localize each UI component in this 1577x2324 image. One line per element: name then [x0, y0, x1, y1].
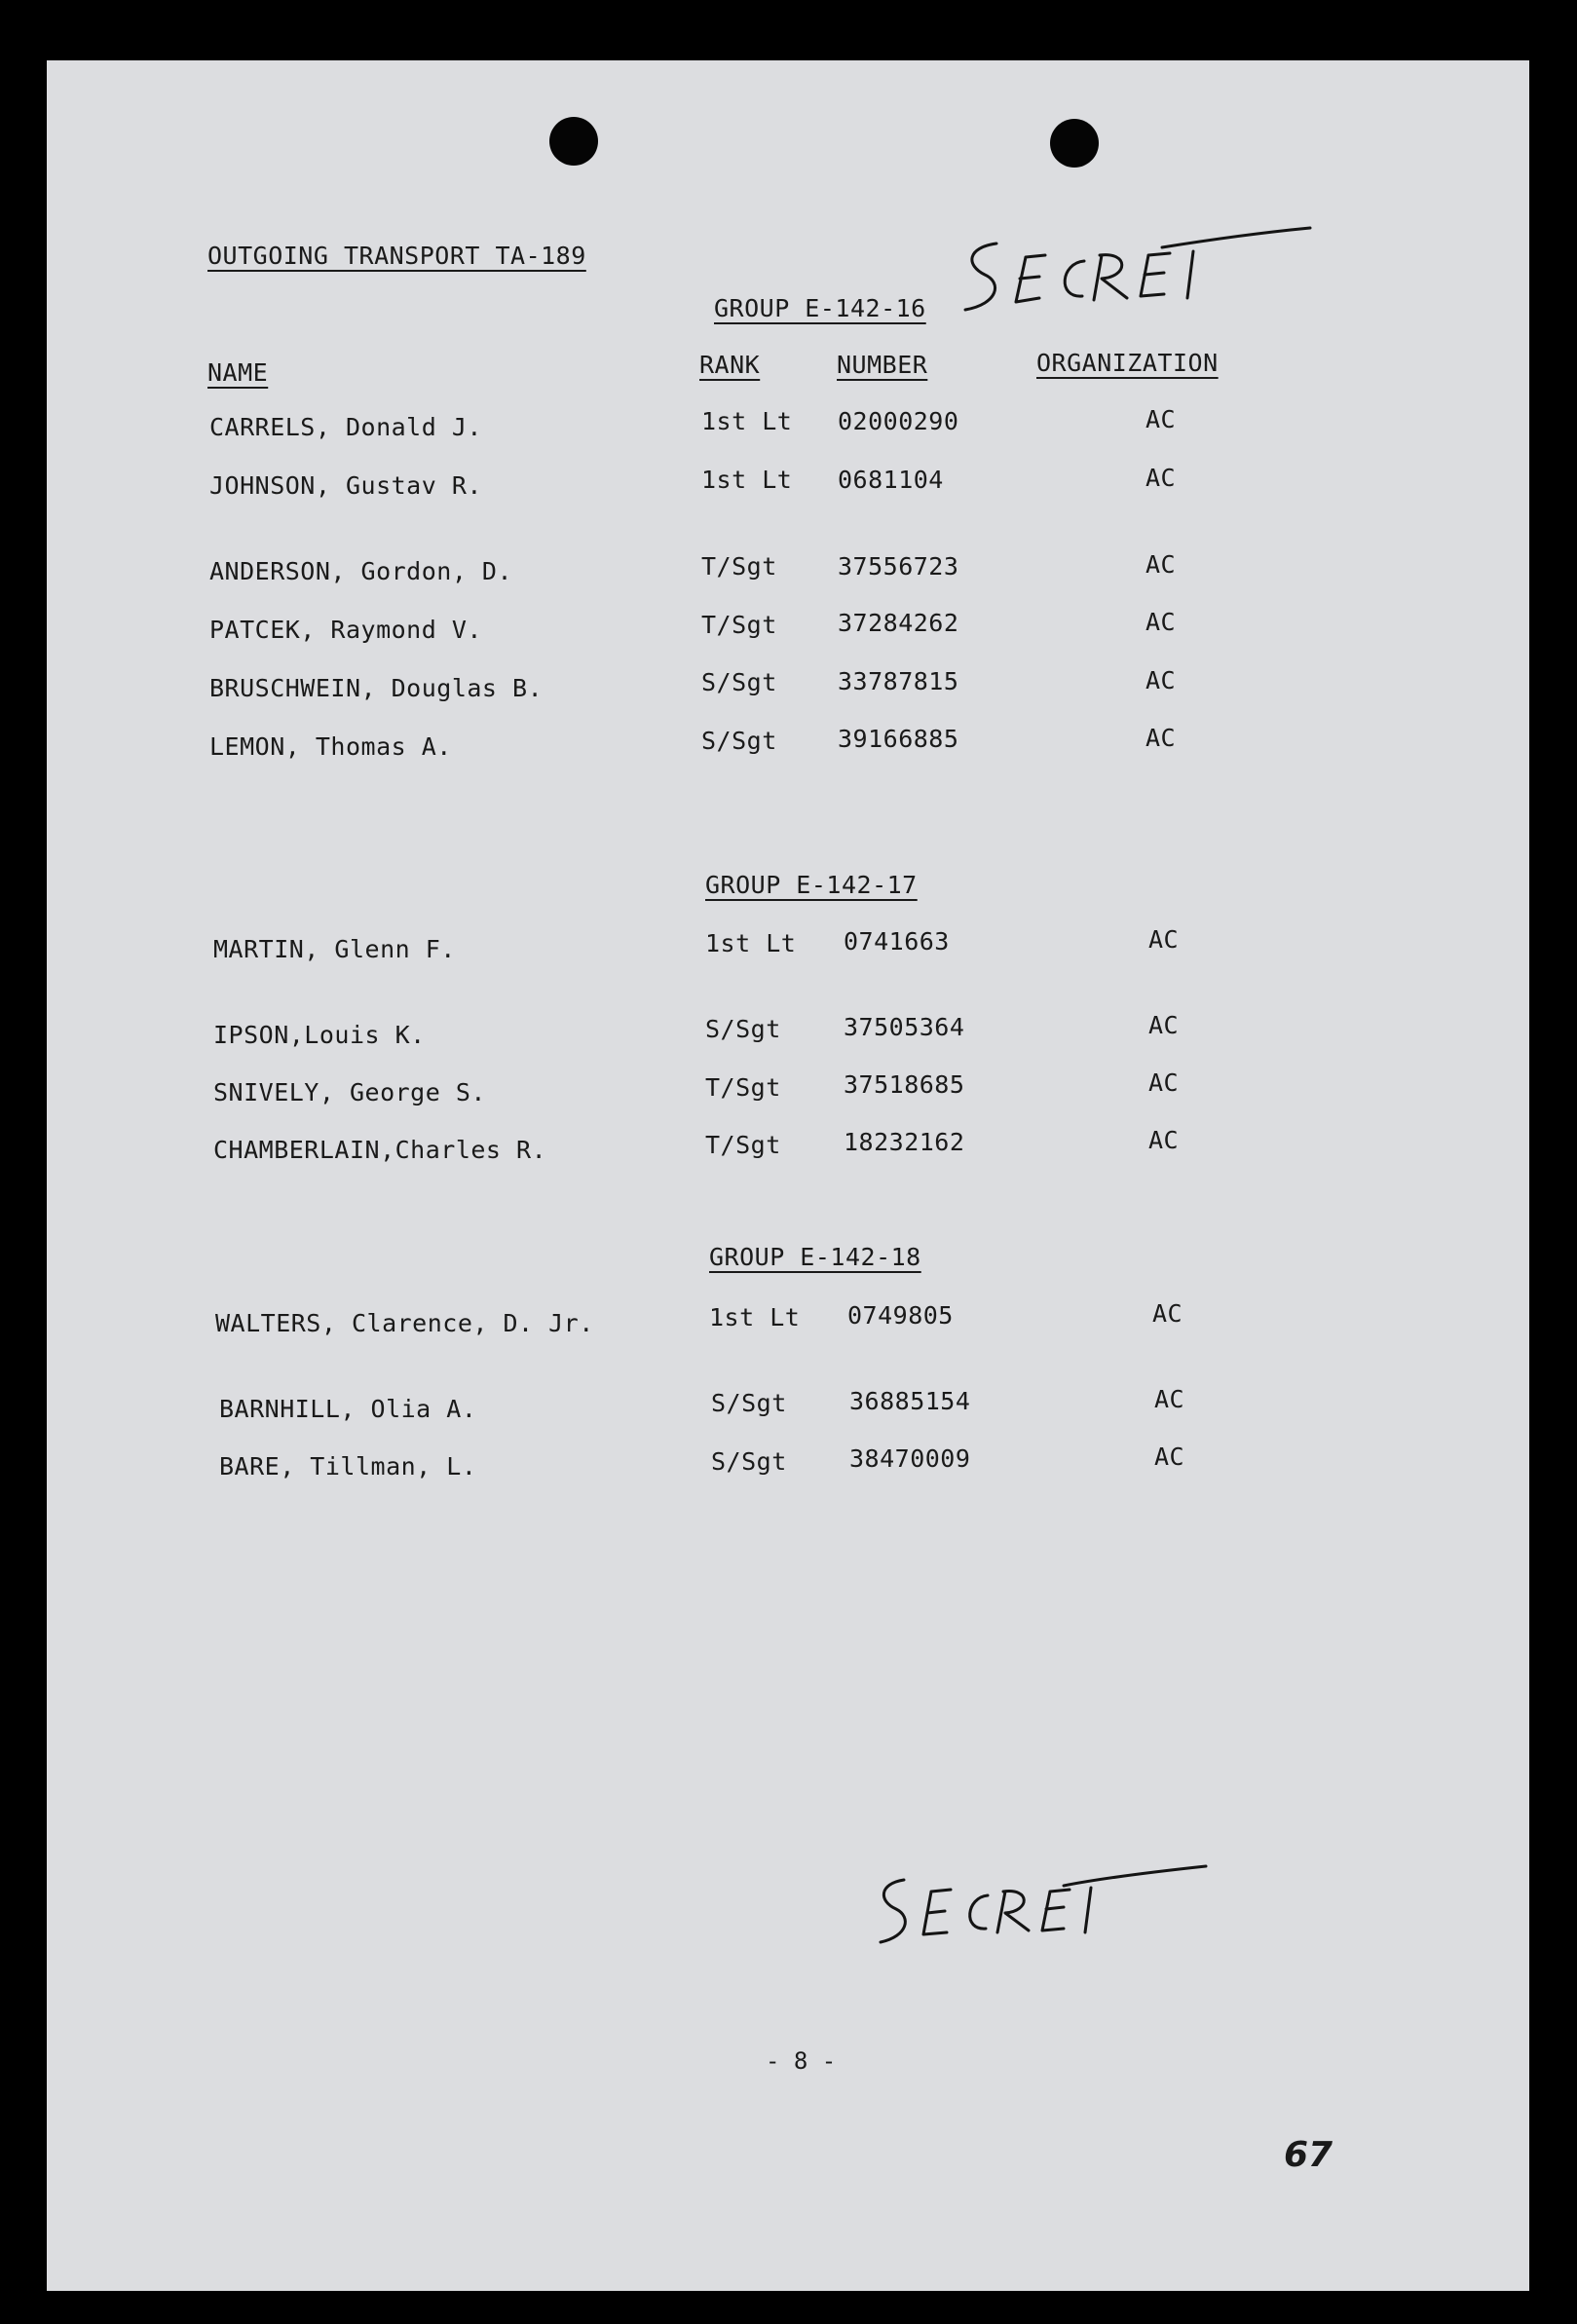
roster-number: 39166885 [838, 725, 959, 753]
document-page [47, 60, 1529, 2291]
roster-name: BARNHILL, Olia A. [219, 1395, 477, 1423]
roster-org: AC [1145, 464, 1177, 492]
roster-rank: T/Sgt [701, 611, 777, 639]
roster-rank: T/Sgt [705, 1131, 781, 1159]
roster-number: 0681104 [838, 466, 944, 494]
roster-name: CHAMBERLAIN,Charles R. [213, 1136, 547, 1164]
roster-name: PATCEK, Raymond V. [209, 616, 482, 644]
roster-rank: 1st Lt [709, 1303, 801, 1331]
punch-hole-right [1050, 119, 1099, 168]
column-header-rank: RANK [699, 351, 761, 379]
roster-name: CARRELS, Donald J. [209, 413, 482, 441]
roster-number: 0741663 [844, 927, 950, 956]
roster-org: AC [1148, 1011, 1180, 1039]
roster-name: WALTERS, Clarence, D. Jr. [215, 1309, 594, 1337]
roster-rank: 1st Lt [701, 466, 793, 494]
roster-number: 38470009 [849, 1444, 971, 1473]
roster-name: JOHNSON, Gustav R. [209, 471, 482, 500]
roster-name: BRUSCHWEIN, Douglas B. [209, 674, 544, 702]
roster-number: 37556723 [838, 552, 959, 581]
roster-org: AC [1145, 608, 1177, 636]
roster-org: AC [1154, 1443, 1185, 1471]
roster-name: LEMON, Thomas A. [209, 732, 452, 761]
column-header-organization: ORGANIZATION [1036, 349, 1219, 377]
roster-org: AC [1145, 550, 1177, 579]
roster-org: AC [1145, 666, 1177, 694]
roster-name: ANDERSON, Gordon, D. [209, 557, 513, 585]
roster-rank: S/Sgt [705, 1015, 781, 1043]
roster-org: AC [1145, 724, 1177, 752]
group-heading: GROUP E-142-16 [714, 294, 926, 322]
group-heading: GROUP E-142-17 [705, 871, 918, 899]
roster-number: 18232162 [844, 1128, 965, 1156]
roster-org: AC [1145, 405, 1177, 433]
document-title: OUTGOING TRANSPORT TA-189 [207, 242, 586, 270]
roster-name: BARE, Tillman, L. [219, 1452, 477, 1481]
roster-org: AC [1152, 1299, 1183, 1328]
roster-number: 37505364 [844, 1013, 965, 1041]
roster-rank: S/Sgt [701, 668, 777, 696]
roster-rank: T/Sgt [705, 1073, 781, 1102]
roster-name: MARTIN, Glenn F. [213, 935, 456, 963]
roster-name: IPSON,Louis K. [213, 1021, 426, 1049]
roster-rank: T/Sgt [701, 552, 777, 581]
roster-org: AC [1148, 1126, 1180, 1154]
folio-number: 67 [1284, 2135, 1333, 2175]
roster-number: 37518685 [844, 1070, 965, 1099]
column-header-number: NUMBER [837, 351, 928, 379]
roster-rank: 1st Lt [701, 407, 793, 435]
roster-org: AC [1154, 1385, 1185, 1413]
roster-number: 0749805 [847, 1301, 954, 1330]
roster-org: AC [1148, 1068, 1180, 1097]
roster-number: 36885154 [849, 1387, 971, 1415]
punch-hole-left [549, 117, 598, 166]
roster-rank: S/Sgt [701, 727, 777, 755]
roster-org: AC [1148, 925, 1180, 954]
column-header-name: NAME [207, 358, 269, 387]
roster-number: 37284262 [838, 609, 959, 637]
roster-number: 02000290 [838, 407, 959, 435]
roster-number: 33787815 [838, 667, 959, 695]
roster-rank: S/Sgt [711, 1447, 787, 1476]
group-heading: GROUP E-142-18 [709, 1243, 921, 1271]
roster-name: SNIVELY, George S. [213, 1078, 486, 1106]
roster-rank: 1st Lt [705, 929, 797, 957]
page-number: - 8 - [766, 2047, 837, 2075]
secret-handwritten-stamp [859, 1862, 1210, 1960]
roster-rank: S/Sgt [711, 1389, 787, 1417]
secret-handwritten-stamp [938, 226, 1328, 333]
